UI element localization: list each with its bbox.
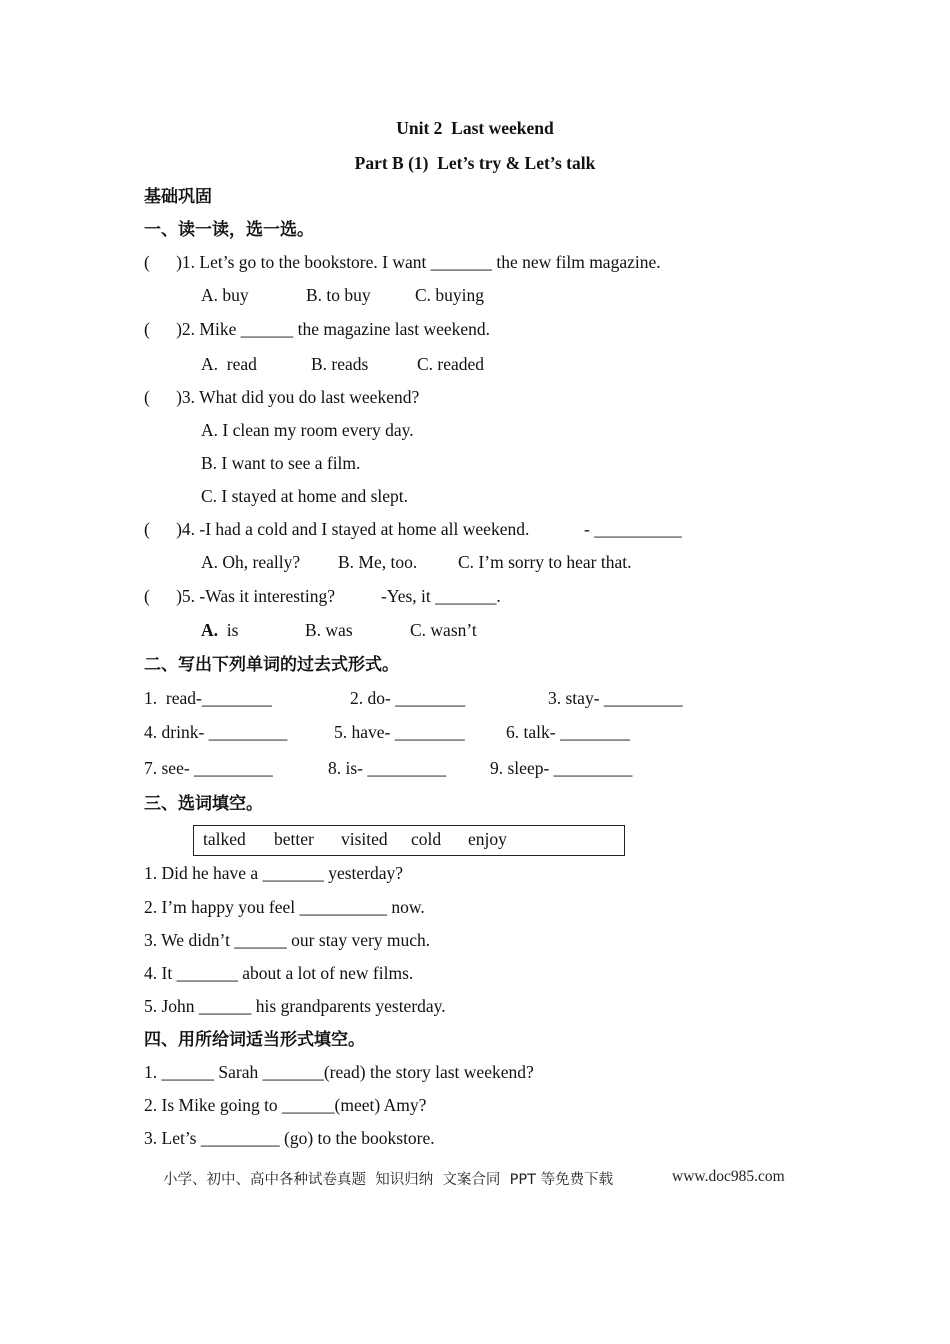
word-form-item: 3. Let’s _________ (go) to the bookstore. bbox=[144, 1128, 435, 1148]
past-tense-item: 5. have- ________ bbox=[334, 722, 465, 742]
question-5: ( )5. -Was it interesting? bbox=[144, 586, 336, 606]
fill-blank-item: 4. It _______ about a lot of new films. bbox=[144, 963, 414, 983]
fill-blank-item: 2. I’m happy you feel __________ now. bbox=[144, 897, 425, 917]
q5-reply: -Yes, it _______. bbox=[381, 586, 501, 606]
past-tense-item: 2. do- ________ bbox=[350, 688, 466, 708]
question-4: ( )4. -I had a cold and I stayed at home all weekend. bbox=[144, 519, 530, 539]
q2-option-a: A. read bbox=[201, 354, 257, 374]
word-form-item: 2. Is Mike going to ______(meet) Amy? bbox=[144, 1095, 427, 1115]
q4-option-b: B. Me, too. bbox=[338, 552, 418, 572]
q5-option-a-word: is bbox=[226, 620, 239, 640]
page-subtitle: Part B (1) Let’s try & Let’s talk bbox=[354, 153, 596, 173]
past-tense-item: 1. read-________ bbox=[144, 688, 272, 708]
past-tense-item: 9. sleep- _________ bbox=[490, 758, 633, 778]
question-3: ( )3. What did you do last weekend? bbox=[144, 387, 420, 407]
q3-option-c: C. I stayed at home and slept. bbox=[201, 486, 409, 506]
q1-option-c: C. buying bbox=[415, 285, 485, 305]
fill-blank-item: 5. John ______ his grandparents yesterday. bbox=[144, 996, 446, 1016]
past-tense-item: 7. see- _________ bbox=[144, 758, 273, 778]
word-bank-box bbox=[193, 825, 625, 856]
section2-heading: 二、写出下列单词的过去式形式。 bbox=[144, 655, 399, 675]
past-tense-item: 4. drink- _________ bbox=[144, 722, 288, 742]
past-tense-item: 3. stay- _________ bbox=[548, 688, 683, 708]
word-form-item: 1. ______ Sarah _______(read) the story last weekend? bbox=[144, 1062, 534, 1082]
footer-url: www.doc985.com bbox=[672, 1168, 785, 1185]
q1-option-a: A. buy bbox=[201, 285, 249, 305]
past-tense-item: 8. is- _________ bbox=[328, 758, 447, 778]
footer-text: 小学、初中、高中各种试卷真题 知识归纳 文案合同 PPT 等免费下载 bbox=[163, 1172, 614, 1188]
q3-option-b: B. I want to see a film. bbox=[201, 453, 361, 473]
q2-option-c: C. readed bbox=[417, 354, 485, 374]
question-2: ( )2. Mike ______ the magazine last weekend. bbox=[144, 319, 491, 339]
fill-blank-item: 3. We didn’t ______ our stay very much. bbox=[144, 930, 431, 950]
word-bank-word: enjoy bbox=[468, 829, 507, 849]
section4-heading: 四、用所给词适当形式填空。 bbox=[144, 1030, 365, 1050]
word-bank-word: better bbox=[274, 829, 314, 849]
q5-option-b: B. was bbox=[305, 620, 353, 640]
word-bank-word: visited bbox=[341, 829, 388, 849]
q5-option-a-letter: A. bbox=[201, 620, 219, 640]
q2-option-b: B. reads bbox=[311, 354, 369, 374]
q5-option-a bbox=[201, 619, 238, 641]
section3-heading: 三、选词填空。 bbox=[144, 794, 263, 814]
q3-option-a: A. I clean my room every day. bbox=[201, 420, 414, 440]
q5-option-c: C. wasn’t bbox=[410, 620, 477, 640]
word-bank-word: talked bbox=[203, 829, 246, 849]
section1-heading: 一、读一读，选一选。 bbox=[144, 220, 314, 240]
q4-option-a: A. Oh, really? bbox=[201, 552, 301, 572]
q1-option-b: B. to buy bbox=[306, 285, 371, 305]
section-label: 基础巩固 bbox=[144, 187, 212, 207]
fill-blank-item: 1. Did he have a _______ yesterday? bbox=[144, 863, 404, 883]
past-tense-item: 6. talk- ________ bbox=[506, 722, 630, 742]
page-title: Unit 2 Last weekend bbox=[396, 118, 554, 138]
question-1: ( )1. Let’s go to the bookstore. I want _______ the new film magazine. bbox=[144, 252, 661, 272]
word-bank-word: cold bbox=[411, 829, 442, 849]
q4-reply: - __________ bbox=[584, 519, 682, 539]
q4-option-c: C. I’m sorry to hear that. bbox=[458, 552, 632, 572]
